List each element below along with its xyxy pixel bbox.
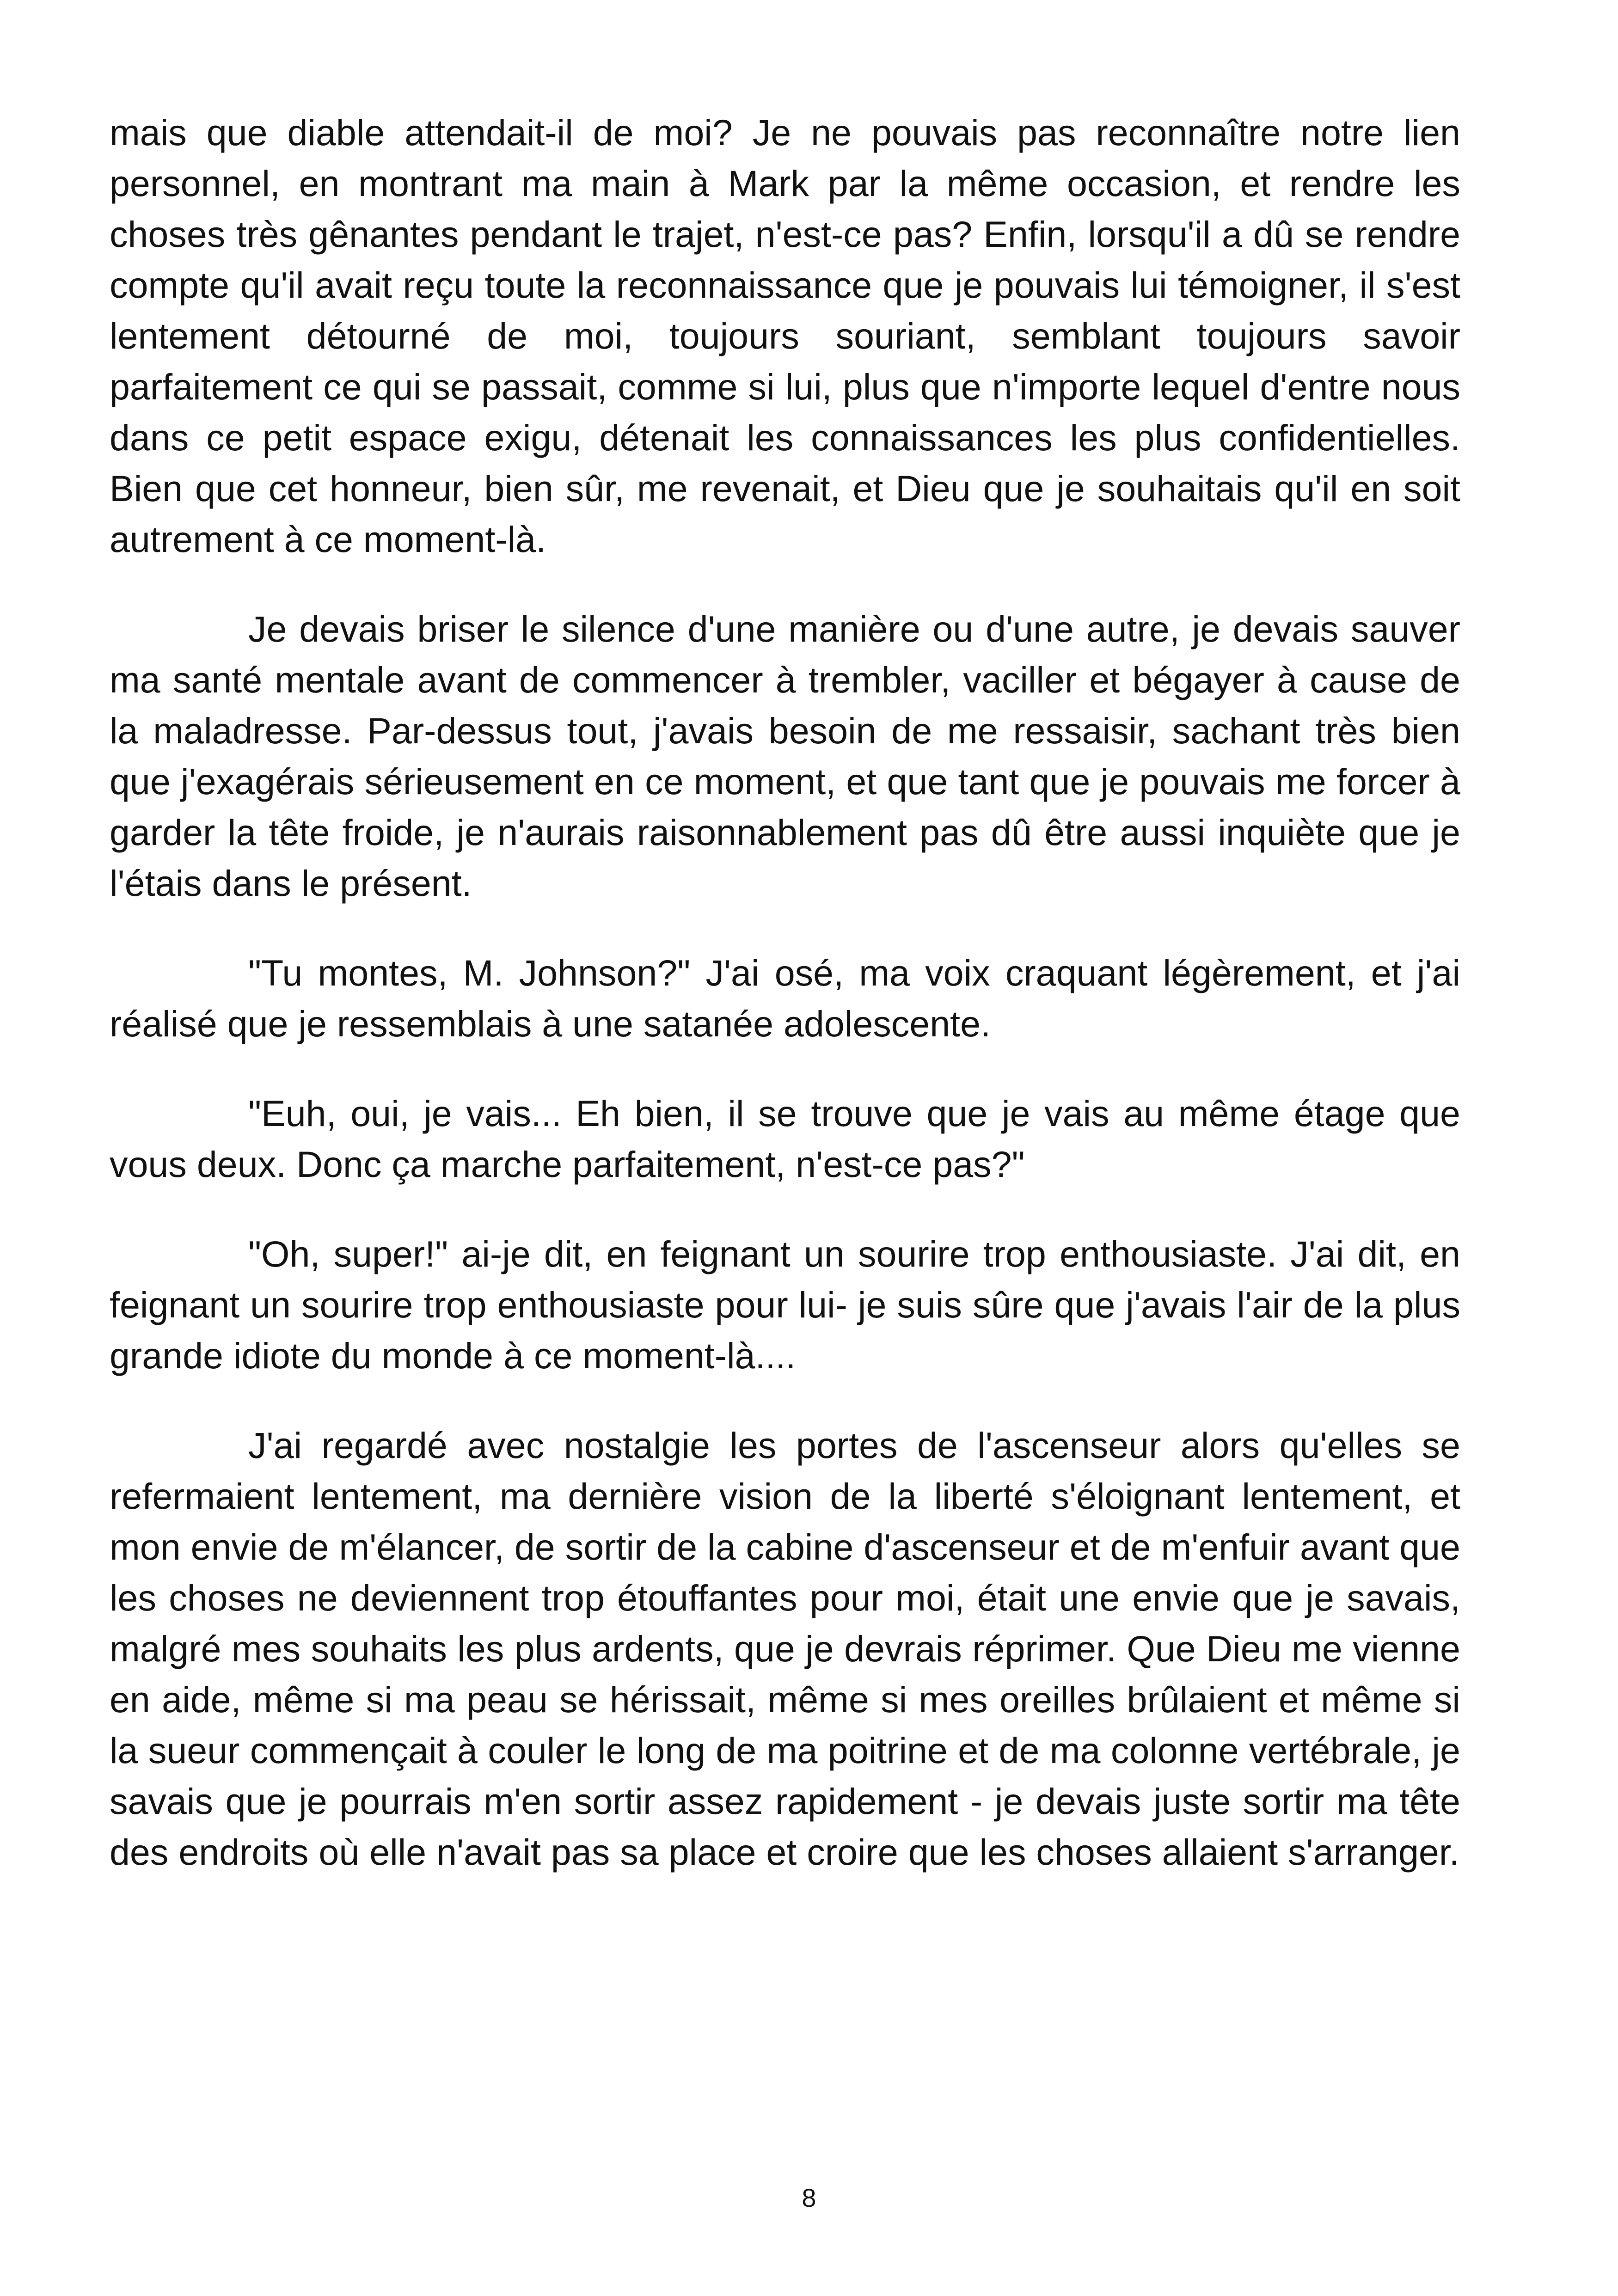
paragraph-6: J'ai regardé avec nostalgie les portes de l'ascenseur alors qu'elles se refermaient lentement, ma dernière vision de la liberté s'éloignant lentement, et mon envie de m'élancer, de sortir de la cabine d'ascenseur et de m'enfuir avant que les choses ne deviennent trop étouffantes pour moi, était une envie que je savais, malgré mes souhaits les plus ardents, que je devrais réprimer. Que Dieu me vienne en aide, même si ma peau se hérissait, même si mes oreilles brûlaient et même si la sueur commençait à couler le long de ma poitrine et de ma colonne vertébrale, je savais que je pourrais m'en sortir assez rapidement - je devais juste sortir ma tête des endroits où elle n'avait pas sa place et croire que les choses allaient s'arranger. bbox=[110, 1425, 1460, 1873]
paragraph-3: "Tu montes, M. Johnson?" J'ai osé, ma voix craquant légèrement, et j'ai réalisé que je ressemblais à une satanée adolescente. bbox=[110, 952, 1460, 1044]
paragraph-2: Je devais briser le silence d'une manière ou d'une autre, je devais sauver ma santé mentale avant de commencer à trembler, vaciller et bégayer à cause de la maladresse. Par-dessus tout, j'avais besoin de me ressaisir, sachant très bien que j'exagérais sérieusement en ce moment, et que tant que je pouvais me forcer à garder la tête froide, je n'aurais raisonnablement pas dû être aussi inquiète que je l'étais dans le présent. bbox=[110, 608, 1460, 904]
paragraph-1: mais que diable attendait-il de moi? Je ne pouvais pas reconnaître notre lien personnel, en montrant ma main à Mark par la même occasion, et rendre les choses très gênantes pendant le trajet, n'est-ce pas? Enfin, lorsqu'il a dû se rendre compte qu'il avait reçu toute la reconnaissance que je pouvais lui témoigner, il s'est lentement détourné de moi, toujours souriant, semblant toujours savoir parfaitement ce qui se passait, comme si lui, plus que n'importe lequel d'entre nous dans ce petit espace exigu, détenait les connaissances les plus confidentielles. Bien que cet honneur, bien sûr, me revenait, et Dieu que je souhaitais qu'il en soit autrement à ce moment-là. bbox=[110, 112, 1460, 560]
page-number: 8 bbox=[802, 2183, 816, 2212]
paragraph-4: "Euh, oui, je vais... Eh bien, il se trouve que je vais au même étage que vous deux. Donc ça marche parfaitement, n'est-ce pas?" bbox=[110, 1093, 1460, 1185]
body-text bbox=[110, 107, 1460, 1916]
paragraph-5: "Oh, super!" ai-je dit, en feignant un sourire trop enthousiaste. J'ai dit, en feignant un sourire trop enthousiaste pour lui- je suis sûre que j'avais l'air de la plus grande idiote du monde à ce moment-là.... bbox=[110, 1233, 1460, 1376]
